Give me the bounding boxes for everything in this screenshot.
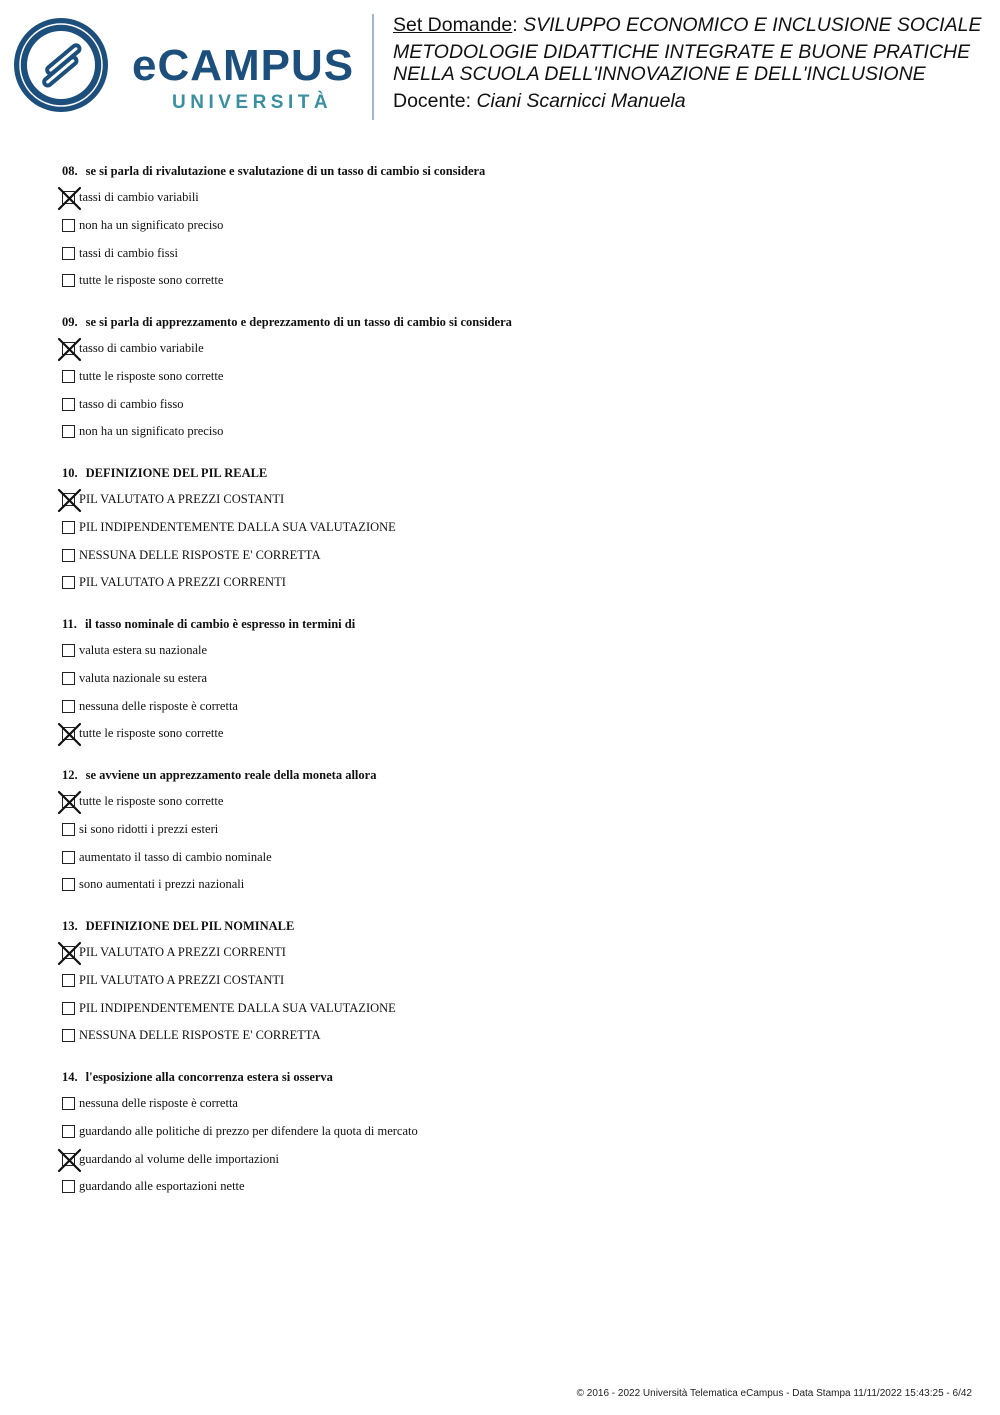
answer-option[interactable] (62, 490, 284, 508)
ecampus-logo (14, 14, 374, 118)
question-text: se avviene un apprezzamento reale della moneta allora (85, 768, 377, 782)
answer-option[interactable] (62, 697, 238, 715)
answer-option[interactable] (62, 395, 184, 413)
question-09 (62, 314, 962, 438)
answer-option[interactable] (62, 422, 223, 440)
question-12 (62, 767, 962, 891)
question-number: 14. (62, 1070, 78, 1084)
answer-option[interactable] (62, 943, 286, 961)
answer-checkbox[interactable] (62, 1153, 75, 1166)
question-number: 13. (62, 919, 78, 933)
answer-label: nessuna delle risposte è corretta (79, 699, 238, 713)
question-11 (62, 616, 962, 740)
answer-label: PIL VALUTATO A PREZZI COSTANTI (79, 492, 285, 506)
question-text: DEFINIZIONE DEL PIL REALE (85, 466, 268, 480)
logo-wordmark: eCAMPUS (132, 41, 355, 90)
answer-option[interactable] (62, 546, 321, 564)
answer-checkbox[interactable] (62, 946, 75, 959)
question-number: 11. (62, 617, 77, 631)
answer-checkbox[interactable] (62, 342, 75, 355)
answer-checkbox[interactable] (62, 1125, 75, 1138)
logo-subtext: UNIVERSITÀ (172, 92, 333, 113)
question-number: 09. (62, 315, 78, 329)
question-title (62, 616, 962, 632)
answer-checkbox[interactable] (62, 700, 75, 713)
answer-label: si sono ridotti i prezzi esteri (79, 822, 219, 836)
answer-option[interactable] (62, 1150, 279, 1168)
question-number: 08. (62, 164, 78, 178)
set-title: SVILUPPO ECONOMICO E INCLUSIONE SOCIALE (523, 14, 982, 36)
answer-label: NESSUNA DELLE RISPOSTE E' CORRETTA (79, 548, 321, 562)
answer-checkbox[interactable] (62, 851, 75, 864)
answer-option[interactable] (62, 573, 286, 591)
check-x-mark-icon (57, 186, 82, 211)
answer-label: valuta estera su nazionale (79, 643, 208, 657)
answer-option[interactable] (62, 339, 204, 357)
answer-checkbox[interactable] (62, 727, 75, 740)
answer-checkbox[interactable] (62, 672, 75, 685)
answer-checkbox[interactable] (62, 370, 75, 383)
answer-option[interactable] (62, 216, 223, 234)
answer-label: tassi di cambio variabili (79, 190, 199, 204)
question-title (62, 1069, 962, 1085)
answer-label: PIL INDIPENDENTEMENTE DALLA SUA VALUTAZIONE (79, 1001, 396, 1015)
answer-option[interactable] (62, 188, 199, 206)
question-text: DEFINIZIONE DEL PIL NOMINALE (85, 919, 295, 933)
answer-checkbox[interactable] (62, 576, 75, 589)
answer-option[interactable] (62, 999, 396, 1017)
answer-label: tutte le risposte sono corrette (79, 273, 224, 287)
answer-checkbox[interactable] (62, 795, 75, 808)
answer-label: PIL INDIPENDENTEMENTE DALLA SUA VALUTAZIONE (79, 520, 396, 534)
question-title (62, 465, 962, 481)
answer-label: tutte le risposte sono corrette (79, 726, 224, 740)
answer-option[interactable] (62, 875, 244, 893)
answer-option[interactable] (62, 1177, 245, 1195)
question-title (62, 767, 962, 783)
answer-option[interactable] (62, 669, 207, 687)
answer-label: tasso di cambio fisso (79, 397, 184, 411)
question-14 (62, 1069, 962, 1193)
set-label: Set Domande (393, 14, 513, 36)
answer-label: NESSUNA DELLE RISPOSTE E' CORRETTA (79, 1028, 321, 1042)
question-title (62, 918, 962, 934)
answer-label: sono aumentati i prezzi nazionali (79, 877, 245, 891)
question-title (62, 314, 962, 330)
check-x-mark-icon (57, 790, 82, 815)
teacher-row (393, 90, 993, 112)
header-info (393, 14, 993, 112)
answer-option[interactable] (62, 1094, 238, 1112)
answer-option[interactable] (62, 244, 178, 262)
answer-label: PIL VALUTATO A PREZZI COSTANTI (79, 973, 285, 987)
answer-label: nessuna delle risposte è corretta (79, 1096, 238, 1110)
answer-label: valuta nazionale su estera (79, 671, 208, 685)
answer-option[interactable] (62, 971, 284, 989)
answer-checkbox[interactable] (62, 521, 75, 534)
question-text: il tasso nominale di cambio è espresso in termini di (84, 617, 356, 631)
answer-checkbox[interactable] (62, 219, 75, 232)
answer-label: PIL VALUTATO A PREZZI CORRENTI (79, 945, 286, 959)
check-x-mark-icon (57, 488, 82, 513)
answer-label: tutte le risposte sono corrette (79, 369, 224, 383)
answer-checkbox[interactable] (62, 493, 75, 506)
answer-option[interactable] (62, 271, 223, 289)
set-separator: : (512, 14, 524, 36)
question-text: l'esposizione alla concorrenza estera si osserva (85, 1070, 333, 1084)
page-header (0, 0, 1000, 130)
answer-checkbox[interactable] (62, 878, 75, 891)
answer-option[interactable] (62, 367, 223, 385)
answer-checkbox[interactable] (62, 1029, 75, 1042)
answer-label: non ha un significato preciso (79, 424, 224, 438)
page-footer: © 2016 - 2022 Università Telematica eCampus - Data Stampa 11/11/2022 15:43:25 - 6/42 (576, 1388, 972, 1399)
answer-option[interactable] (62, 792, 223, 810)
header-divider (372, 14, 374, 120)
question-number: 12. (62, 768, 78, 782)
check-x-mark-icon (57, 941, 82, 966)
answer-checkbox[interactable] (62, 1180, 75, 1193)
answer-checkbox[interactable] (62, 549, 75, 562)
answer-checkbox[interactable] (62, 823, 75, 836)
answer-checkbox[interactable] (62, 398, 75, 411)
question-title (62, 163, 962, 179)
question-08 (62, 163, 962, 287)
question-text: se si parla di apprezzamento e deprezzamento di un tasso di cambio si considera (85, 315, 512, 329)
answer-option[interactable] (62, 518, 396, 536)
question-number: 10. (62, 466, 78, 480)
answer-label: tassi di cambio fissi (79, 246, 178, 260)
answer-option[interactable] (62, 820, 218, 838)
check-x-mark-icon (57, 337, 82, 362)
answer-checkbox[interactable] (62, 1002, 75, 1015)
answer-label: tasso di cambio variabile (79, 341, 204, 355)
answer-label: PIL VALUTATO A PREZZI CORRENTI (79, 575, 286, 589)
course-line-2: NELLA SCUOLA DELL'INNOVAZIONE E DELL'INCLUSIONE (393, 63, 926, 85)
question-text: se si parla di rivalutazione e svalutazione di un tasso di cambio si considera (85, 164, 486, 178)
answer-checkbox[interactable] (62, 644, 75, 657)
teacher-name: Ciani Scarnicci Manuela (476, 90, 686, 112)
course-line-1: METODOLOGIE DIDATTICHE INTEGRATE E BUONE PRATICHE (393, 41, 971, 63)
answer-label: guardando alle politiche di prezzo per difendere la quota di mercato (79, 1124, 418, 1138)
check-x-mark-icon (57, 1148, 82, 1173)
answer-option[interactable] (62, 1122, 418, 1140)
teacher-label: Docente: (393, 90, 477, 112)
answer-label: guardando al volume delle importazioni (79, 1152, 279, 1166)
answer-option[interactable] (62, 1026, 321, 1044)
answer-option[interactable] (62, 724, 223, 742)
question-13 (62, 918, 962, 1042)
answer-option[interactable] (62, 848, 272, 866)
answer-label: non ha un significato preciso (79, 218, 224, 232)
answer-option[interactable] (62, 641, 207, 659)
answer-checkbox[interactable] (62, 247, 75, 260)
set-title-row (393, 14, 993, 36)
answer-checkbox[interactable] (62, 1097, 75, 1110)
answer-checkbox[interactable] (62, 191, 75, 204)
answer-label: guardando alle esportazioni nette (79, 1179, 245, 1193)
question-10 (62, 465, 962, 589)
answer-checkbox[interactable] (62, 274, 75, 287)
answer-label: tutte le risposte sono corrette (79, 794, 224, 808)
answer-checkbox[interactable] (62, 974, 75, 987)
answer-label: aumentato il tasso di cambio nominale (79, 850, 272, 864)
answer-checkbox[interactable] (62, 425, 75, 438)
check-x-mark-icon (57, 722, 82, 747)
